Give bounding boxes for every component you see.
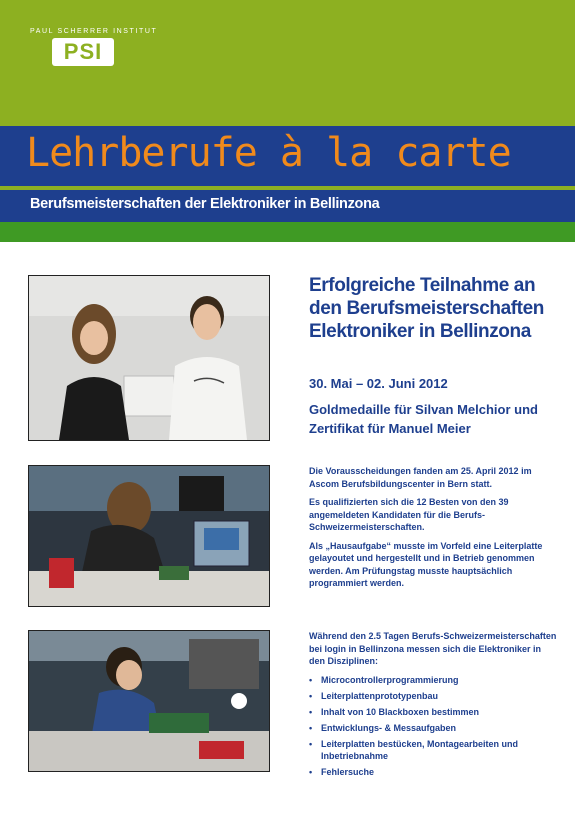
article-body (309, 465, 559, 596)
headline-line: Elektroniker in Bellinzona (309, 321, 531, 342)
logo-text: PSI (63, 39, 103, 64)
photo-soldering (28, 630, 270, 772)
event-date: 30. Mai – 02. Juni 2012 (309, 376, 448, 391)
paragraph: Die Vorausscheidungen fanden am 25. April 2012 im Ascom Berufsbildungscenter in Bern statt. (309, 466, 532, 489)
psi-logo (30, 28, 158, 70)
list-item: • Entwicklungs- & Messaufgaben (309, 722, 559, 735)
medal-text (309, 400, 559, 438)
green-stripe (0, 222, 575, 242)
institute-label: PAUL SCHERRER INSTITUT (30, 28, 158, 35)
paragraph: Es qualifizierten sich die 12 Besten von den 39 angemeldeten Kandidaten für die Berufs-Schweizermeisterschaften. (309, 497, 509, 532)
disciplines-intro: Während den 2.5 Tagen Berufs-Schweizermeisterschaften bei login in Bellinzona messen sich die Elektroniker in den Disziplinen: (309, 631, 557, 666)
photo-medal-winners (28, 275, 270, 441)
divider-stripe (0, 186, 575, 190)
disciplines-section (309, 630, 559, 782)
photo-workbench (28, 465, 270, 607)
page-title: Lehrberufe à la carte (26, 130, 511, 176)
list-item: • Fehlersuche (309, 766, 559, 779)
list-item: • Leiterplatten bestücken, Montagearbeiten und Inbetriebnahme (309, 738, 559, 763)
psi-logo-mark (52, 38, 114, 66)
headline-line: Erfolgreiche Teilnahme an (309, 275, 536, 296)
list-item: • Leiterplattenprototypenbau (309, 690, 559, 703)
medal-line: Goldmedaille für Silvan Melchior und (309, 402, 538, 417)
disciplines-list (309, 674, 559, 779)
page-subtitle: Berufsmeisterschaften der Elektroniker in Bellinzona (30, 196, 380, 212)
medal-line: Zertifikat für Manuel Meier (309, 421, 471, 436)
article-headline (309, 274, 559, 343)
headline-line: den Berufsmeisterschaften (309, 298, 544, 319)
list-item: • Inhalt von 10 Blackboxen bestimmen (309, 706, 559, 719)
paragraph: Als „Hausaufgabe“ musste im Vorfeld eine Leiterplatte gelayoutet und hergestellt und in Betrieb genommen werden. Am Prüfungstag musste hauptsächlich programmiert werden. (309, 540, 543, 588)
list-item: • Microcontrollerprogrammierung (309, 674, 559, 687)
